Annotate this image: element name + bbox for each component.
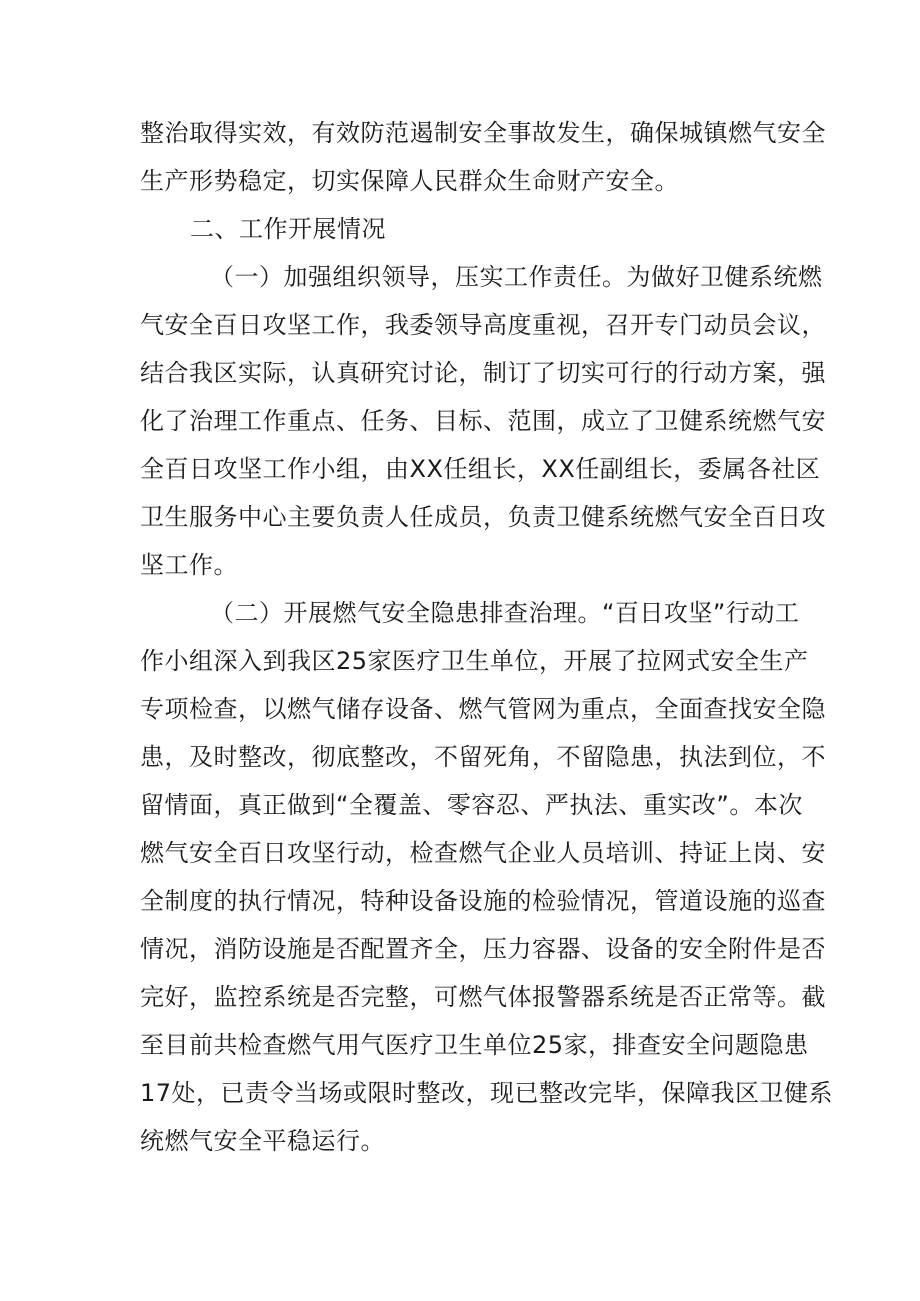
text-line: 情况，消防设施是否配置齐全，压力容器、设备的安全附件是否 <box>140 935 826 963</box>
text-line: （一）加强组织领导，压实工作责任。为做好卫健系统燃 <box>210 263 823 291</box>
text-line: 生产形势稳定，切实保障人民群众生命财产安全。 <box>140 167 679 195</box>
text-line: 气安全百日攻坚工作，我委领导高度重视，召开专门动员会议， <box>140 311 826 339</box>
text-line: 燃气安全百日攻坚行动，检查燃气企业人员培训、持证上岗、安 <box>140 839 826 867</box>
text-line: 17处，已责令当场或限时整改，现已整改完毕，保障我区卫健系 <box>140 1079 834 1107</box>
text-line: 全制度的执行情况，特种设备设施的检验情况，管道设施的巡查 <box>140 887 826 915</box>
text-line: 结合我区实际，认真研究讨论，制订了切实可行的行动方案，强 <box>140 359 826 387</box>
text-line: （二）开展燃气安全隐患排查治理。“百日攻坚”行动工 <box>210 599 800 627</box>
text-line: 统燃气安全平稳运行。 <box>140 1127 385 1155</box>
text-line: 作小组深入到我区25家医疗卫生单位，开展了拉网式安全生产 <box>140 647 809 675</box>
text-line: 卫生服务中心主要负责人任成员，负责卫健系统燃气安全百日攻 <box>140 503 826 531</box>
text-line: 全百日攻坚工作小组，由XX任组长，XX任副组长，委属各社区 <box>140 455 821 483</box>
text-line: 化了治理工作重点、任务、目标、范围，成立了卫健系统燃气安 <box>140 407 826 435</box>
text-line: 至目前共检查燃气用气医疗卫生单位25家，排查安全问题隐患 <box>140 1031 809 1059</box>
text-line: 专项检查，以燃气储存设备、燃气管网为重点，全面查找安全隐 <box>140 695 826 723</box>
text-line: 患，及时整改，彻底整改，不留死角，不留隐患，执法到位，不 <box>140 743 826 771</box>
text-line: 整治取得实效，有效防范遏制安全事故发生，确保城镇燃气安全 <box>140 119 826 147</box>
text-line: 完好，监控系统是否完整，可燃气体报警器系统是否正常等。截 <box>140 983 826 1011</box>
section-heading: 二、工作开展情况 <box>190 215 386 243</box>
text-line: 坚工作。 <box>140 551 238 579</box>
text-line: 留情面，真正做到“全覆盖、零容忍、严执法、重实改”。本次 <box>140 791 803 819</box>
